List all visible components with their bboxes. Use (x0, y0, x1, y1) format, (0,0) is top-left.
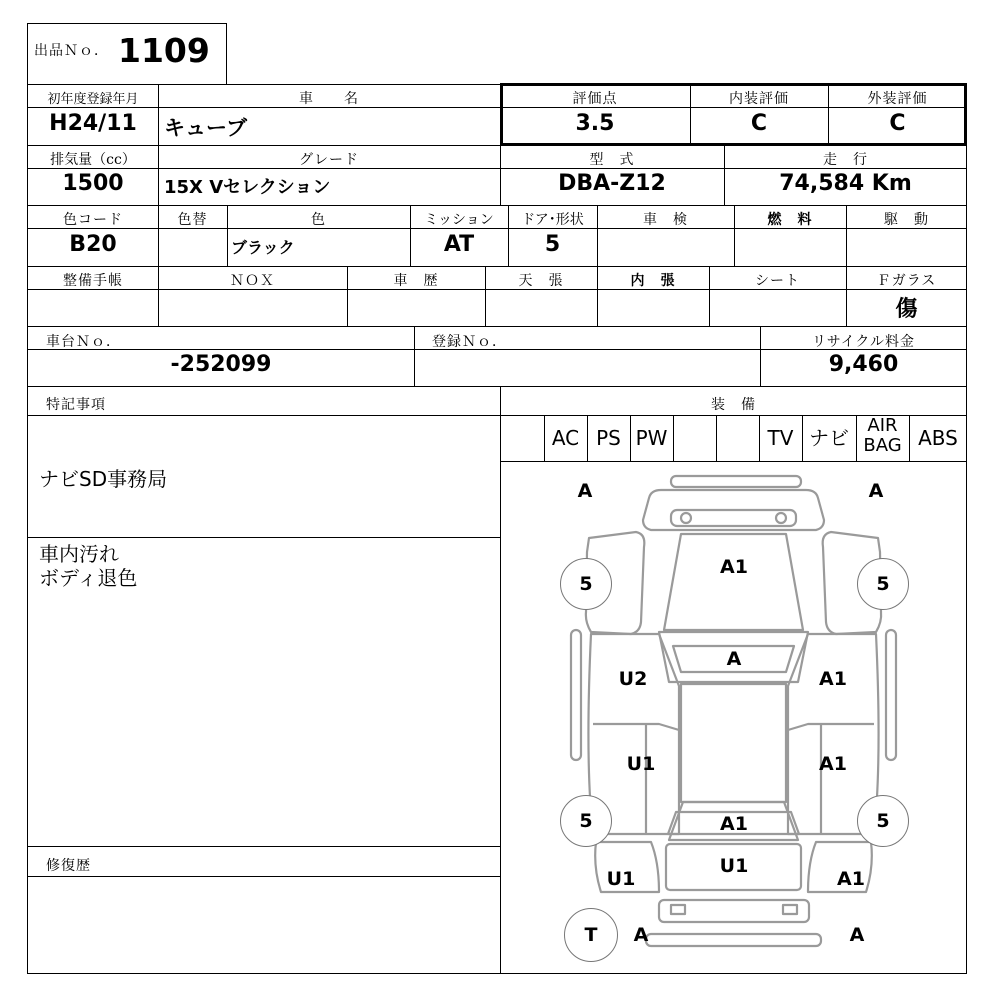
label-special-notes: 特記事項 (46, 397, 106, 413)
label-chassis-no: 車台Ｎｏ． (46, 334, 121, 350)
score: 3.5 (575, 111, 615, 136)
recycle-fee: 9,460 (828, 352, 899, 377)
label-seat: シート (755, 273, 800, 289)
label-displacement: 排気量（cc） (50, 152, 136, 168)
label-exterior: 外装評価 (867, 91, 928, 107)
rear-bumper-outline (646, 934, 821, 946)
equipment-pw: PW (635, 426, 668, 450)
label-first-registration: 初年度登録年月 (47, 92, 139, 107)
label-nox: ＮＯＸ (230, 273, 275, 289)
label-grade: グレード (299, 152, 359, 168)
label-transmission: ミッション (424, 212, 494, 228)
grade-rear-window: A1 (720, 813, 748, 835)
grade-front-door-right: A1 (819, 668, 847, 690)
model-code: DBA-Z12 (558, 171, 666, 196)
wheel-front-left: 5 (560, 558, 612, 610)
grade-rear-bumper-left: A (633, 924, 649, 946)
grade-front-right: A (868, 480, 884, 502)
label-f-glass: Ｆガラス (876, 273, 937, 289)
label-car-name: 車 名 (299, 91, 359, 107)
label-color-code: 色コード (63, 212, 123, 228)
label-fuel: 燃 料 (767, 212, 813, 228)
wheel-rear-right: 5 (857, 795, 909, 847)
equipment-airbag-label: AIR BAG (863, 415, 902, 456)
label-score: 評価点 (572, 91, 618, 107)
label-interior-lining: 内 張 (630, 273, 676, 289)
right-mirror (886, 630, 896, 760)
label-mileage: 走 行 (823, 152, 868, 168)
equipment-ps: PS (596, 426, 621, 450)
label-model: 型 式 (589, 152, 635, 168)
label-recycle-fee: リサイクル料金 (811, 334, 916, 350)
wheel-front-right: 5 (857, 558, 909, 610)
roof-outline (681, 684, 786, 802)
lot-label: 出品Ｎｏ． (34, 43, 109, 59)
equipment-abs: ABS (918, 426, 958, 450)
lot-number: 1109 (118, 31, 210, 70)
interior-grade: C (750, 111, 768, 136)
left-mirror (571, 630, 581, 760)
chassis-no: -252099 (170, 352, 272, 377)
label-color-change: 色替 (177, 212, 208, 228)
transmission: AT (443, 232, 475, 257)
car-diagram (501, 462, 966, 973)
grade-front-left: A (577, 480, 593, 502)
note-interior-dirt: 車内汚れ (39, 542, 119, 566)
grade-rear-quarter-left: U1 (606, 868, 636, 890)
grade-rear-bumper-right: A (849, 924, 865, 946)
grade-trunk: U1 (719, 855, 749, 877)
rear-plate (659, 900, 809, 922)
equipment-tv: TV (767, 426, 794, 450)
label-history: 車 歴 (393, 273, 439, 289)
label-door-shape: ドア･形状 (521, 212, 584, 228)
mileage: 74,584 Km (779, 171, 912, 196)
grade: 15X Vセレクション (164, 177, 331, 198)
note-navi: ナビSD事務局 (39, 467, 168, 491)
displacement: 1500 (62, 171, 124, 196)
exterior-grade: C (889, 111, 906, 136)
grade-hood: A1 (720, 556, 748, 578)
color: ブラック (231, 238, 295, 257)
grade-roof: A (726, 648, 742, 670)
label-repair-history: 修復歴 (46, 858, 91, 874)
label-equipment: 装 備 (711, 397, 756, 413)
front-bumper-outline (671, 476, 801, 487)
doors: 5 (544, 232, 561, 257)
label-registration-no: 登録Ｎｏ． (432, 334, 507, 350)
label-inspection: 車 検 (643, 212, 688, 228)
note-body-fade: ボディ退色 (39, 566, 138, 590)
label-color: 色 (311, 212, 326, 228)
car-name: キューブ (164, 116, 247, 140)
label-interior: 内装評価 (729, 91, 789, 107)
grade-rear-quarter-right: A1 (837, 868, 865, 890)
equipment-navi: ナビ (809, 426, 849, 450)
first-registration: H24/11 (49, 111, 137, 136)
grade-rear-door-right: A1 (819, 753, 847, 775)
color-code: B20 (69, 232, 117, 257)
label-maintenance: 整備手帳 (63, 273, 123, 289)
equipment-ac: AC (551, 426, 580, 450)
grade-rear-door-left: U1 (626, 753, 656, 775)
front-plate (671, 510, 796, 526)
spare-tire: T (564, 908, 618, 962)
wheel-rear-left: 5 (560, 795, 612, 847)
equipment-airbag (856, 416, 909, 456)
grade-front-door-left: U2 (618, 668, 648, 690)
hood-outline (664, 534, 803, 630)
label-drive: 駆 動 (884, 212, 929, 228)
f-glass: 傷 (895, 296, 918, 322)
label-roof: 天 張 (518, 273, 564, 289)
